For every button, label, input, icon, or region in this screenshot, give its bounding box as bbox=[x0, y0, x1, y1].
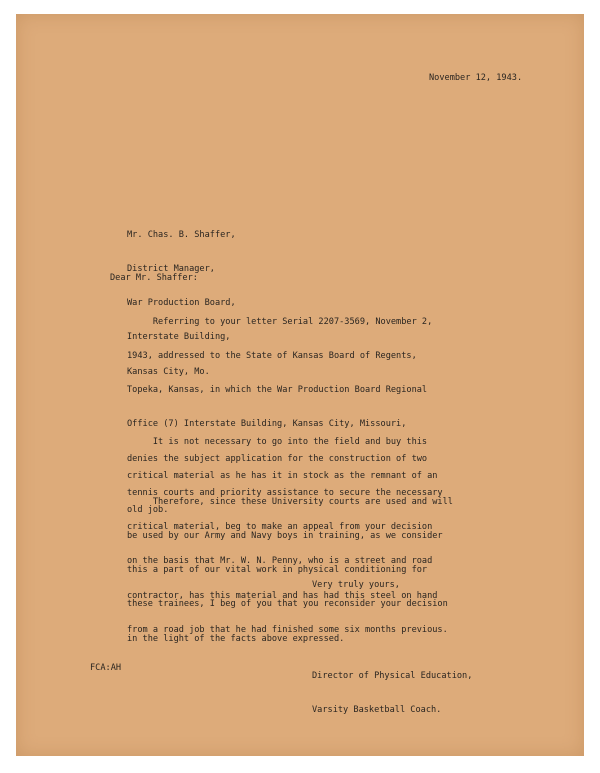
letter-date: November 12, 1943. bbox=[429, 73, 523, 83]
paragraph-line: Office (7) Interstate Building, Kansas City, Missouri, bbox=[127, 419, 407, 430]
paragraph-line: old job. bbox=[127, 505, 169, 516]
paragraph-line: Therefore, since these University courts are used and will bbox=[127, 496, 453, 507]
recipient-building: Interstate Building, bbox=[127, 332, 231, 343]
complimentary-close: Very truly yours, bbox=[312, 580, 400, 590]
recipient-city: Kansas City, Mo. bbox=[127, 366, 210, 377]
paragraph-line: denies the subject application for the construction of two bbox=[127, 453, 428, 464]
salutation: Dear Mr. Shaffer: bbox=[110, 273, 198, 283]
paragraph-line: It is not necessary to go into the field and buy this bbox=[127, 436, 428, 447]
paragraph-line: 1943, addressed to the State of Kansas Board of Regents, bbox=[127, 351, 417, 362]
signature-title: Director of Physical Education, bbox=[312, 670, 473, 681]
paragraph-line: this a part of our vital work in physical conditioning for bbox=[127, 565, 428, 576]
paragraph-line: Referring to your letter Serial 2207-3569, November 2, bbox=[127, 316, 433, 327]
paragraph-line: on the basis that Mr. W. N. Penny, who is a street and road bbox=[127, 556, 433, 567]
paragraph-line: Topeka, Kansas, in which the War Production Board Regional bbox=[127, 385, 428, 396]
paragraph-line: critical material as he has it in stock as the remnant of an bbox=[127, 471, 438, 482]
signature-role: Varsity Basketball Coach. bbox=[312, 705, 442, 716]
signature-block bbox=[312, 648, 472, 739]
paragraph-line: from a road job that he had finished some six months previous. bbox=[127, 624, 448, 635]
recipient-title: District Manager, bbox=[127, 264, 215, 275]
paragraph-line: critical material, beg to make an appeal from your decision bbox=[127, 522, 433, 533]
recipient-name: Mr. Chas. B. Shaffer, bbox=[127, 229, 236, 240]
paragraph-line: tennis courts and priority assistance to secure the necessary bbox=[127, 487, 443, 498]
recipient-organization: War Production Board, bbox=[127, 298, 236, 309]
paragraph-line: be used by our Army and Navy boys in training, as we consider bbox=[127, 531, 443, 542]
typist-initials: FCA:AH bbox=[90, 663, 122, 673]
body-paragraph-3 bbox=[127, 474, 453, 668]
letter-sheet bbox=[16, 14, 584, 756]
paragraph-line: in the light of the facts above expressed. bbox=[127, 633, 345, 644]
paragraph-line: contractor, has this material and has had this steel on hand bbox=[127, 590, 438, 601]
paragraph-line: these trainees, I beg of you that you reconsider your decision bbox=[127, 599, 448, 610]
